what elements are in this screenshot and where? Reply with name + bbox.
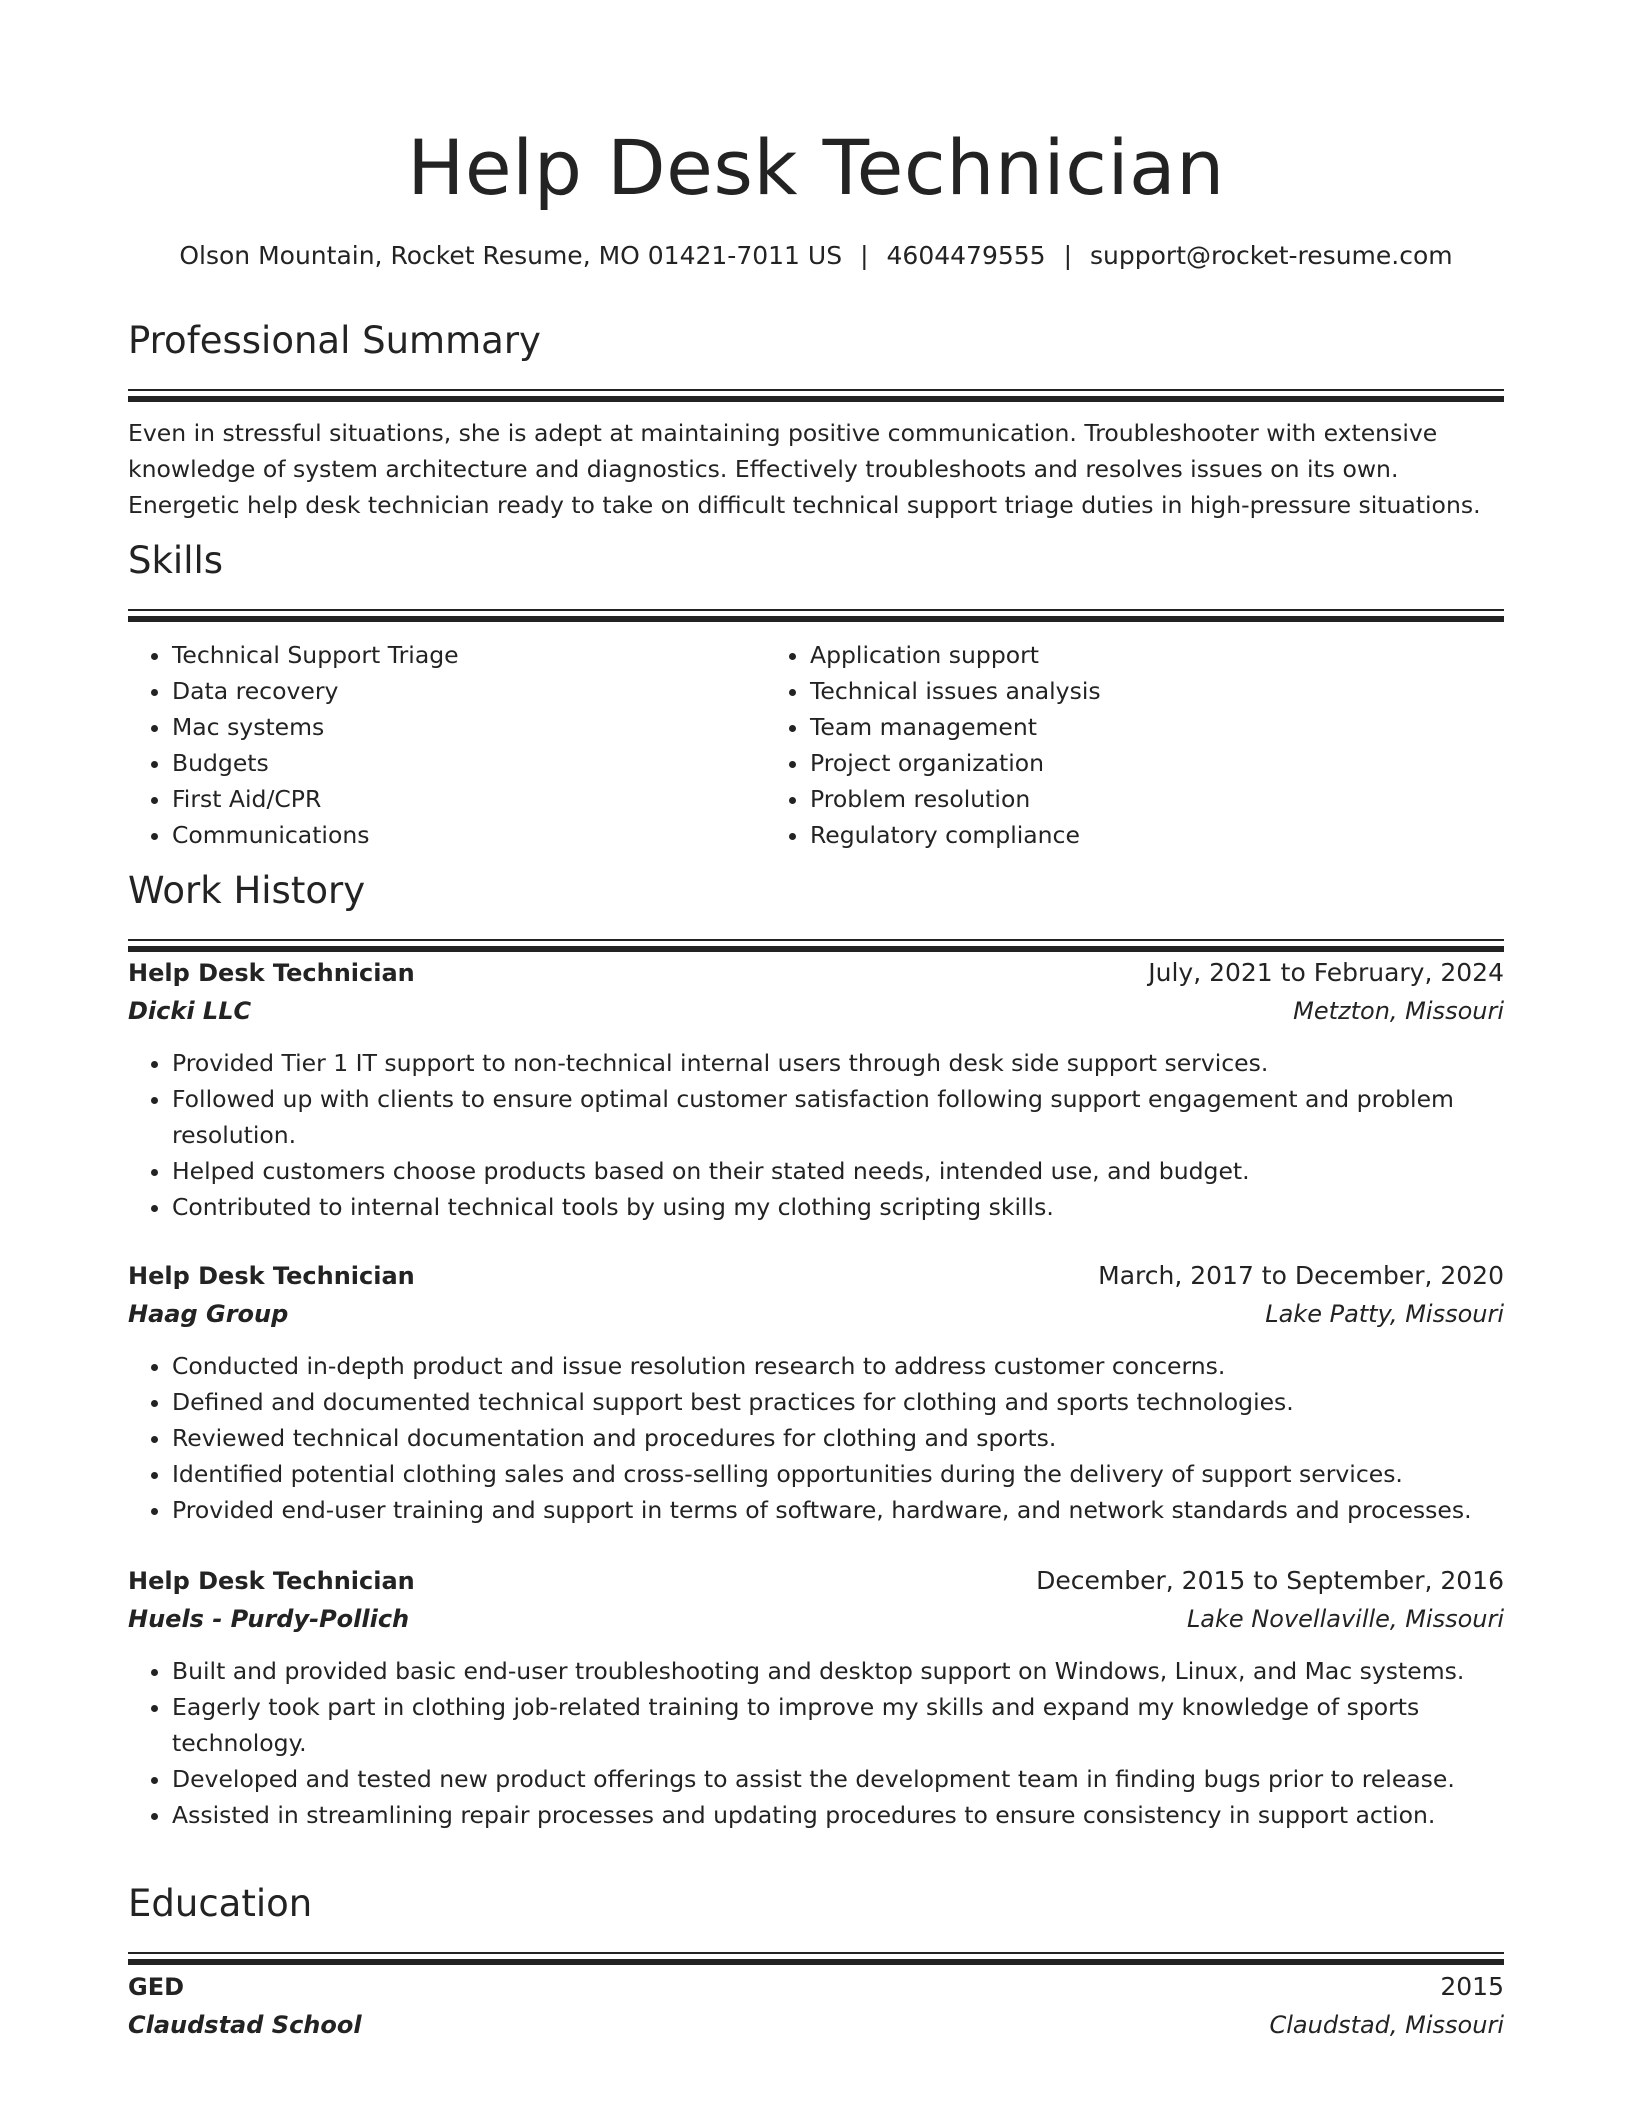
- skill-item: • Data recovery: [172, 673, 762, 709]
- job-bullets: [128, 1348, 1504, 1528]
- job-title: Help Desk Technician: [128, 1567, 415, 1595]
- skills-columns: [128, 637, 1504, 853]
- skill-item: • Communications: [172, 817, 762, 853]
- skill-item: • Technical issues analysis: [810, 673, 1396, 709]
- school-location: Claudstad, Missouri: [1269, 2011, 1504, 2039]
- degree: GED: [128, 1973, 185, 2001]
- job-bullet: • Eagerly took part in clothing job-related training to improve my skills and expand my knowledge of sports technology.: [172, 1689, 1504, 1761]
- job-bullet: • Defined and documented technical support best practices for clothing and sports technologies.: [172, 1384, 1504, 1420]
- skill-item: • First Aid/CPR: [172, 781, 762, 817]
- skill-item: • Project organization: [810, 745, 1396, 781]
- section-rule: [128, 939, 1504, 953]
- job-bullet: • Provided Tier 1 IT support to non-technical internal users through desk side support services.: [172, 1045, 1504, 1081]
- job-bullet: • Built and provided basic end-user troubleshooting and desktop support on Windows, Linux, and Mac systems.: [172, 1653, 1504, 1689]
- graduation-year: 2015: [1440, 1972, 1504, 2001]
- company-name: Huels - Purdy-Pollich: [128, 1605, 410, 1633]
- skill-item: • Application support: [810, 637, 1396, 673]
- school-name: Claudstad School: [128, 2011, 362, 2039]
- contact-email: support@rocket-resume.com: [1090, 241, 1453, 270]
- job-bullet: • Contributed to internal technical tools by using my clothing scripting skills.: [172, 1189, 1504, 1225]
- job-dates: March, 2017 to December, 2020: [1098, 1261, 1504, 1290]
- job-bullet: • Identified potential clothing sales and cross-selling opportunities during the delivery of support services.: [172, 1456, 1504, 1492]
- contact-line: [128, 238, 1504, 274]
- company-name: Haag Group: [128, 1300, 289, 1328]
- job-dates: December, 2015 to September, 2016: [1036, 1566, 1504, 1595]
- skill-item: • Mac systems: [172, 709, 762, 745]
- job-bullets: [128, 1045, 1504, 1225]
- job-dates: July, 2021 to February, 2024: [1148, 958, 1504, 987]
- section-rule: [128, 609, 1504, 623]
- education-section: [128, 1880, 1504, 1966]
- section-heading: Professional Summary: [128, 319, 541, 362]
- job-title: Help Desk Technician: [128, 1262, 415, 1290]
- job-entry: [128, 1257, 1504, 1528]
- job-location: Lake Patty, Missouri: [1265, 1300, 1504, 1328]
- section-heading: Education: [128, 1882, 313, 1925]
- contact-phone: 4604479555: [886, 241, 1046, 270]
- skills-section: [128, 537, 1504, 853]
- contact-separator: |: [1063, 241, 1073, 270]
- job-entry: [128, 954, 1504, 1225]
- summary-text: Even in stressful situations, she is adept at maintaining positive communication. Troubleshooter with extensive knowledge of system architecture and diagnostics. Effectively troubleshoots and resolves issues on its own. Energetic help desk technician ready to take on difficult technical support triage duties in high-pressure situations.: [128, 419, 1481, 519]
- job-bullets: [128, 1653, 1504, 1833]
- job-bullet: • Reviewed technical documentation and procedures for clothing and sports.: [172, 1420, 1504, 1456]
- section-heading: Work History: [128, 869, 366, 912]
- company-name: Dicki LLC: [128, 997, 252, 1025]
- section-heading: Skills: [128, 539, 224, 582]
- job-title: Help Desk Technician: [128, 959, 415, 987]
- skills-list-left: [128, 637, 762, 853]
- work-history-section: [128, 867, 1504, 953]
- job-location: Metzton, Missouri: [1293, 997, 1504, 1025]
- skill-item: • Budgets: [172, 745, 762, 781]
- job-entry: [128, 1562, 1504, 1833]
- skill-item: • Technical Support Triage: [172, 637, 762, 673]
- job-bullet: • Assisted in streamlining repair processes and updating procedures to ensure consistency in support action.: [172, 1797, 1504, 1833]
- job-bullet: • Provided end-user training and support in terms of software, hardware, and network standards and processes.: [172, 1492, 1504, 1528]
- education-entry: [128, 1968, 1504, 2044]
- contact-address: Olson Mountain, Rocket Resume, MO 01421-7011 US: [179, 241, 843, 270]
- job-bullet: • Conducted in-depth product and issue resolution research to address customer concerns.: [172, 1348, 1504, 1384]
- section-rule: [128, 389, 1504, 403]
- skill-item: • Team management: [810, 709, 1396, 745]
- job-bullet: • Helped customers choose products based on their stated needs, intended use, and budget.: [172, 1153, 1504, 1189]
- resume-title: Help Desk Technician: [407, 123, 1225, 212]
- summary-section: [128, 317, 1504, 523]
- skills-list-right: [762, 637, 1396, 853]
- job-location: Lake Novellaville, Missouri: [1186, 1605, 1504, 1633]
- contact-separator: |: [860, 241, 869, 270]
- section-rule: [128, 1952, 1504, 1966]
- job-bullet: • Followed up with clients to ensure optimal customer satisfaction following support engagement and problem resolution.: [172, 1081, 1504, 1153]
- skill-item: • Regulatory compliance: [810, 817, 1396, 853]
- skill-item: • Problem resolution: [810, 781, 1396, 817]
- job-bullet: • Developed and tested new product offerings to assist the development team in finding bugs prior to release.: [172, 1761, 1504, 1797]
